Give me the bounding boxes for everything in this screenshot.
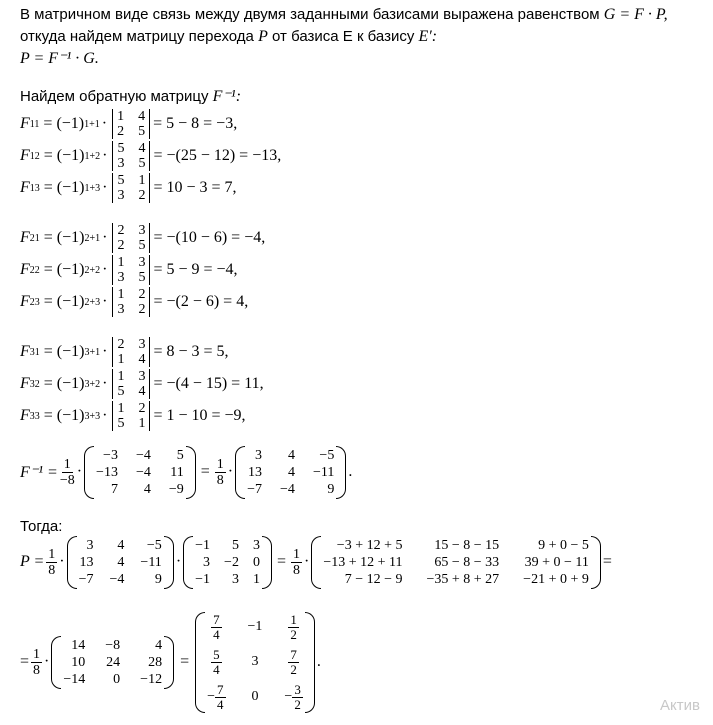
matrix-f-inverse [67, 536, 174, 589]
matrix-cell: 0 [113, 671, 121, 687]
cofactor-row: F 11 = (−1) 1+1 · 1 4 2 5 = 5 − 8 = −3, [20, 109, 238, 139]
cofactor-row: F 23 = (−1) 2+3 · 1 2 3 2 = −(2 − 6) = 4, [20, 287, 249, 317]
matrix-cell: 13 [79, 554, 94, 570]
matrix-cell: 7 [110, 481, 118, 497]
matrix-cell: 4 [155, 637, 163, 653]
intro-line-3: P = F⁻¹ · G. [20, 50, 99, 67]
matrix-cell: −7 [78, 571, 94, 587]
matrix-cell: 4 [117, 554, 125, 570]
matrix-cell: 3 [231, 571, 239, 587]
determinant: 2 3 2 5 [112, 223, 150, 253]
then-label: Тогда: [20, 518, 63, 535]
matrix-cell: 3 [86, 537, 94, 553]
inverse-heading: Найдем обратную матрицу F⁻¹: [20, 88, 242, 105]
determinant: 5 1 3 2 [112, 173, 150, 203]
matrix-cell: −2 [224, 554, 239, 570]
matrix-cell: 14 [71, 637, 86, 653]
cofactor-row: F 13 = (−1) 1+3 · 5 1 3 2 = 10 − 3 = 7, [20, 173, 237, 203]
matrix-cell: 5 [231, 537, 239, 553]
matrix-cell: 7 − 12 − 9 [344, 571, 403, 587]
matrix-cell: −9 [168, 481, 184, 497]
cofactor-row: F 31 = (−1) 3+1 · 2 3 1 4 = 8 − 3 = 5, [20, 337, 229, 367]
inverse-matrix [235, 446, 346, 499]
matrix-cell: −5 [146, 537, 162, 553]
matrix-cell: 24 [106, 654, 121, 670]
result-line: = $\frac{1}{8}$ · 14 −8 4 10 24 28 −14 0 −12 = $\frac{7}{4}$ −1 $\frac{1}{2}$ $\frac{5}{4}$ 3 $\frac{7}{2}$ − $\frac{7}{4}$ 0 − $\frac{3}{2}$ . [20, 611, 321, 712]
matrix-cell: −3 + 12 + 5 [336, 537, 403, 553]
matrix-cell: 3 [203, 554, 211, 570]
fraction: $\frac{1}{8}$ [33, 646, 41, 678]
matrix-cell: 4 [287, 447, 295, 463]
intro-line-2: откуда найдем матрицу перехода P от базиса E к базису E′: [20, 28, 438, 45]
fraction: $\frac{1}{-8}$ [59, 456, 75, 488]
matrix-cell: −1 [195, 571, 211, 587]
matrix-cell: −7 [247, 481, 263, 497]
matrix-cell: −4 [135, 447, 151, 463]
matrix-cell: −35 + 8 + 27 [426, 571, 500, 587]
determinant: 1 3 3 5 [112, 255, 150, 285]
matrix-cell: 3 [252, 537, 260, 553]
cofactor-row: F 33 = (−1) 3+3 · 1 2 5 1 = 1 − 10 = −9, [20, 401, 246, 431]
matrix-cell: 9 [327, 481, 335, 497]
matrix-cell: −11 [140, 554, 162, 570]
expanded-product-matrix [311, 536, 601, 589]
determinant: 1 3 5 4 [112, 369, 150, 399]
matrix-cell: −1 [195, 537, 211, 553]
matrix-cell: 5 [176, 447, 184, 463]
matrix-cell: −4 [109, 571, 125, 587]
matrix-cell: −14 [63, 671, 86, 687]
matrix-cell: −4 [280, 481, 295, 497]
matrix-cell: 28 [148, 654, 163, 670]
matrix-cell: −5 [319, 447, 335, 463]
matrix-cell: 0 [252, 554, 260, 570]
matrix-cell: 4 [143, 481, 151, 497]
fraction: $\frac{1}{8}$ [216, 456, 224, 488]
matrix-g [183, 536, 272, 589]
matrix-cell: −11 [312, 464, 335, 480]
matrix-cell: −13 [96, 464, 118, 480]
matrix-cell: 3 [255, 447, 263, 463]
matrix-cell: 4 [287, 464, 295, 480]
matrix-cell: −13 + 12 + 11 [323, 554, 403, 570]
matrix-cell: −8 [105, 637, 121, 653]
matrix-cell: 4 [117, 537, 125, 553]
matrix-cell: 65 − 8 − 33 [434, 554, 500, 570]
matrix-cell: 1 [252, 571, 260, 587]
matrix-cell: −21 + 0 + 9 [523, 571, 589, 587]
activation-watermark: Актив [660, 697, 700, 714]
matrix-cell: −3 [103, 447, 118, 463]
determinant: 2 3 1 4 [112, 337, 150, 367]
matrix-p-final: $\frac{7}{4}$ −1 $\frac{1}{2}$ $\frac{5}{4}$ 3 $\frac{7}{2}$ − $\frac{7}{4}$ 0 − $\frac{3}{2}$ [195, 612, 315, 713]
determinant: 1 4 2 5 [112, 109, 150, 139]
determinant: 1 2 5 1 [112, 401, 150, 431]
product-line: P = $\frac{1}{8}$ · 3 4 −5 13 4 −11 −7 −4 9 · −1 5 3 3 −2 0 −1 3 1 = $\frac{1}{8}$ · −3 + 12 + 5 15 − 8 − 15 9 + 0 − 5 −13 + 12 + 11 65 − 8 − 33 39 + 0 − 11 7 − 12 − 9 −35 + 8 + 27 −21 + 0 + 9 = [20, 537, 612, 587]
determinant: 5 4 3 5 [112, 141, 150, 171]
matrix-cell: 39 + 0 − 11 [524, 554, 589, 570]
matrix-cell: −12 [140, 671, 163, 687]
adjugate-matrix [84, 446, 196, 499]
matrix-cell: 9 + 0 − 5 [538, 537, 589, 553]
intro-line-1: В матричном виде связь между двумя заданными базисами выражена равенством G = F · P, [20, 6, 668, 23]
matrix-cell: 15 − 8 − 15 [434, 537, 500, 553]
cofactor-row: F 21 = (−1) 2+1 · 2 3 2 5 = −(10 − 6) = −4, [20, 223, 266, 253]
determinant: 1 2 3 2 [112, 287, 150, 317]
cofactor-row: F 12 = (−1) 1+2 · 5 4 3 5 = −(25 − 12) = −13, [20, 141, 282, 171]
inverse-matrix-line: F⁻¹ = $\frac{1}{-8}$ · −3 −4 5 −13 −4 11 7 4 −9 = $\frac{1}{8}$ · 3 4 −5 13 4 −11 −7 −4 9 . [20, 447, 353, 497]
fraction: $\frac{1}{8}$ [292, 546, 300, 578]
fraction: $\frac{1}{8}$ [48, 546, 56, 578]
matrix-cell: 9 [154, 571, 162, 587]
matrix-cell: 11 [170, 464, 184, 480]
matrix-cell: 10 [71, 654, 86, 670]
matrix-cell: 13 [248, 464, 263, 480]
scaled-matrix [51, 636, 174, 689]
matrix-cell: −4 [135, 464, 151, 480]
cofactor-row: F 32 = (−1) 3+2 · 1 3 5 4 = −(4 − 15) = 11, [20, 369, 264, 399]
cofactor-row: F 22 = (−1) 2+2 · 1 3 3 5 = 5 − 9 = −4, [20, 255, 238, 285]
